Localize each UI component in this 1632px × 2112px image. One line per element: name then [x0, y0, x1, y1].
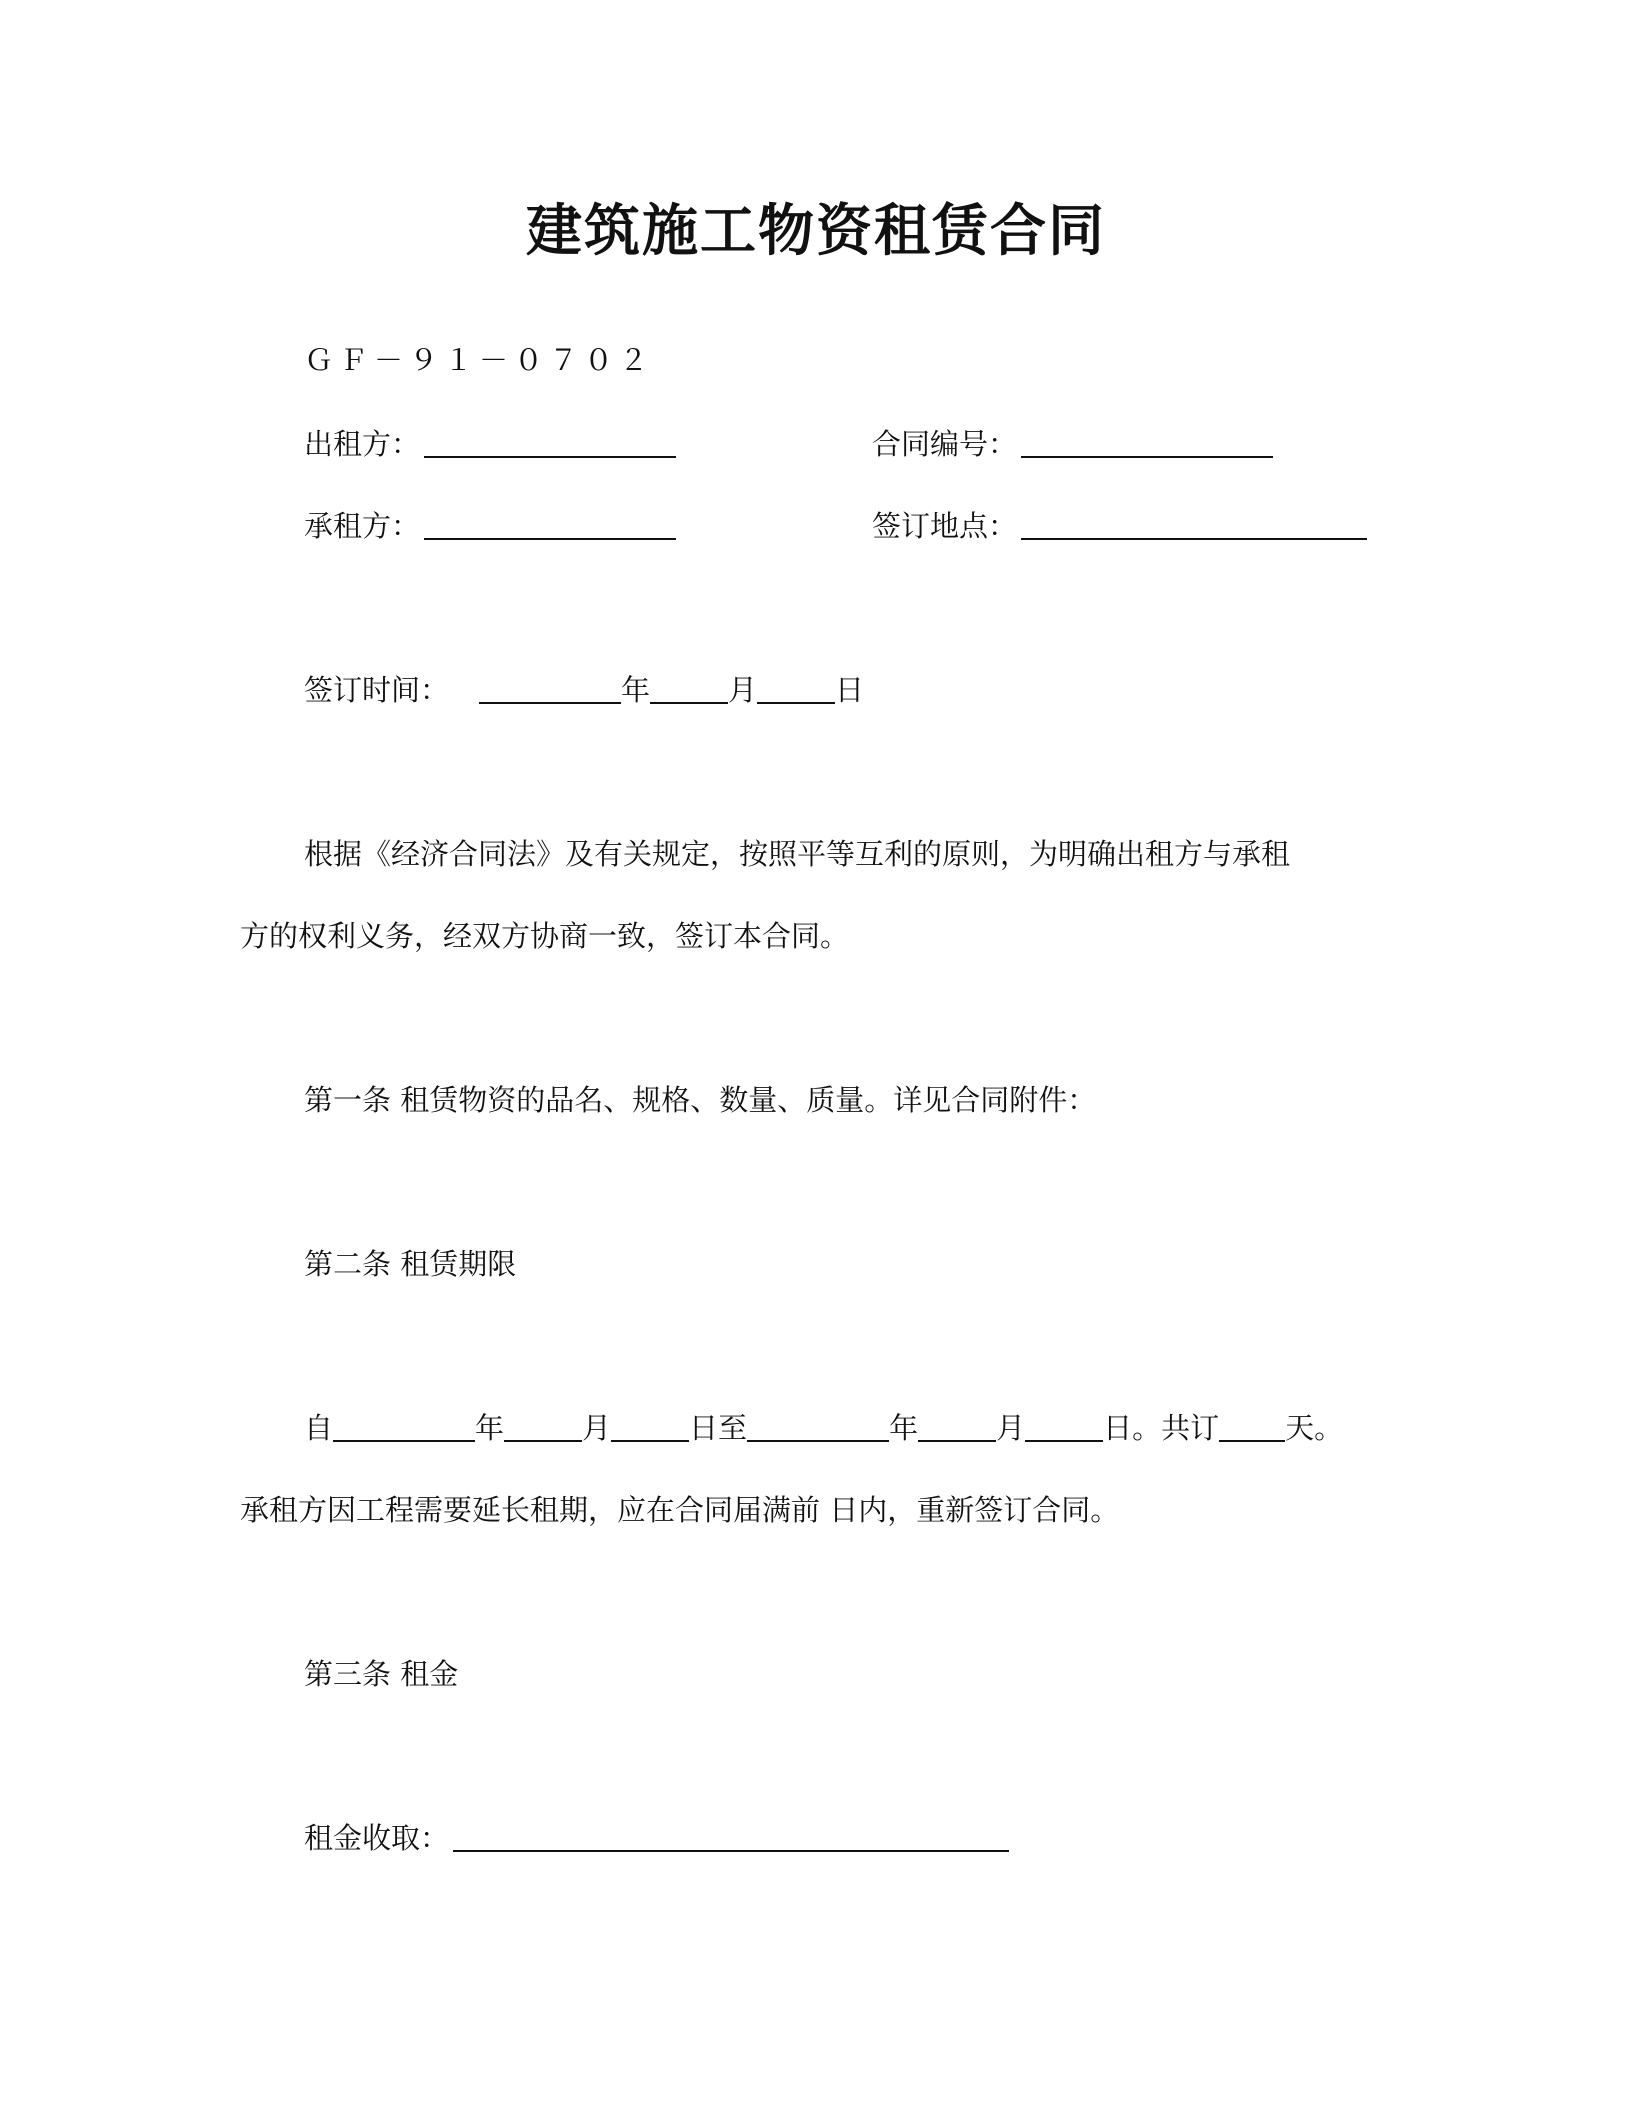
start-month-blank[interactable] [504, 1408, 582, 1442]
start-year-label: 年 [475, 1411, 505, 1445]
rent-collect-blank[interactable] [453, 1818, 1009, 1852]
contract-no-blank[interactable] [1021, 424, 1273, 458]
document-title: 建筑施工物资租赁合同 [526, 199, 1106, 264]
contract-no-row [872, 424, 1273, 464]
sign-year-blank[interactable] [479, 670, 621, 704]
start-month-label: 月 [582, 1411, 612, 1445]
article-3-heading: 第三条 租金 [304, 1657, 459, 1691]
rent-collect-label: 租金收取： [304, 1821, 450, 1855]
month-label: 月 [728, 673, 758, 707]
lessor-row [304, 424, 676, 464]
start-day-blank[interactable] [611, 1408, 689, 1442]
lessee-row [304, 506, 676, 546]
intro-line-1: 根据《经济合同法》及有关规定，按照平等互利的原则，为明确出租方与承租 [304, 837, 1291, 871]
total-days-blank[interactable] [1219, 1408, 1285, 1442]
term-row [304, 1408, 1343, 1448]
term-from-label: 自 [304, 1411, 334, 1445]
lessor-blank[interactable] [424, 424, 676, 458]
year-label: 年 [621, 673, 651, 707]
lessee-label: 承租方： [304, 509, 421, 543]
end-year-blank[interactable] [747, 1408, 889, 1442]
article-2-heading: 第二条 租赁期限 [304, 1247, 517, 1281]
sign-time-row [304, 670, 864, 710]
start-day-to-label: 日至 [689, 1411, 748, 1445]
intro-line-2: 方的权利义务，经双方协商一致，签订本合同。 [240, 919, 850, 953]
end-day-total-label: 日。共订 [1103, 1411, 1220, 1445]
end-month-blank[interactable] [918, 1408, 996, 1442]
contract-code: ＧＦ－９１－０７０２ [304, 343, 655, 377]
sign-place-row [872, 506, 1367, 546]
days-end-label: 天。 [1285, 1411, 1344, 1445]
article-1: 第一条 租赁物资的品名、规格、数量、质量。详见合同附件： [304, 1083, 1097, 1117]
lessee-blank[interactable] [424, 506, 676, 540]
sign-place-label: 签订地点： [872, 509, 1018, 543]
sign-month-blank[interactable] [650, 670, 728, 704]
sign-place-blank[interactable] [1021, 506, 1367, 540]
start-year-blank[interactable] [333, 1408, 475, 1442]
term-extension-note: 承租方因工程需要延长租期，应在合同届满前 日内，重新签订合同。 [240, 1493, 1120, 1527]
contract-no-label: 合同编号： [872, 427, 1018, 461]
sign-time-label: 签订时间： [304, 673, 450, 707]
end-day-blank[interactable] [1025, 1408, 1103, 1442]
end-month-label: 月 [996, 1411, 1026, 1445]
day-label: 日 [835, 673, 865, 707]
end-year-label: 年 [889, 1411, 919, 1445]
sign-day-blank[interactable] [757, 670, 835, 704]
lessor-label: 出租方： [304, 427, 421, 461]
rent-collect-row [304, 1818, 1009, 1858]
